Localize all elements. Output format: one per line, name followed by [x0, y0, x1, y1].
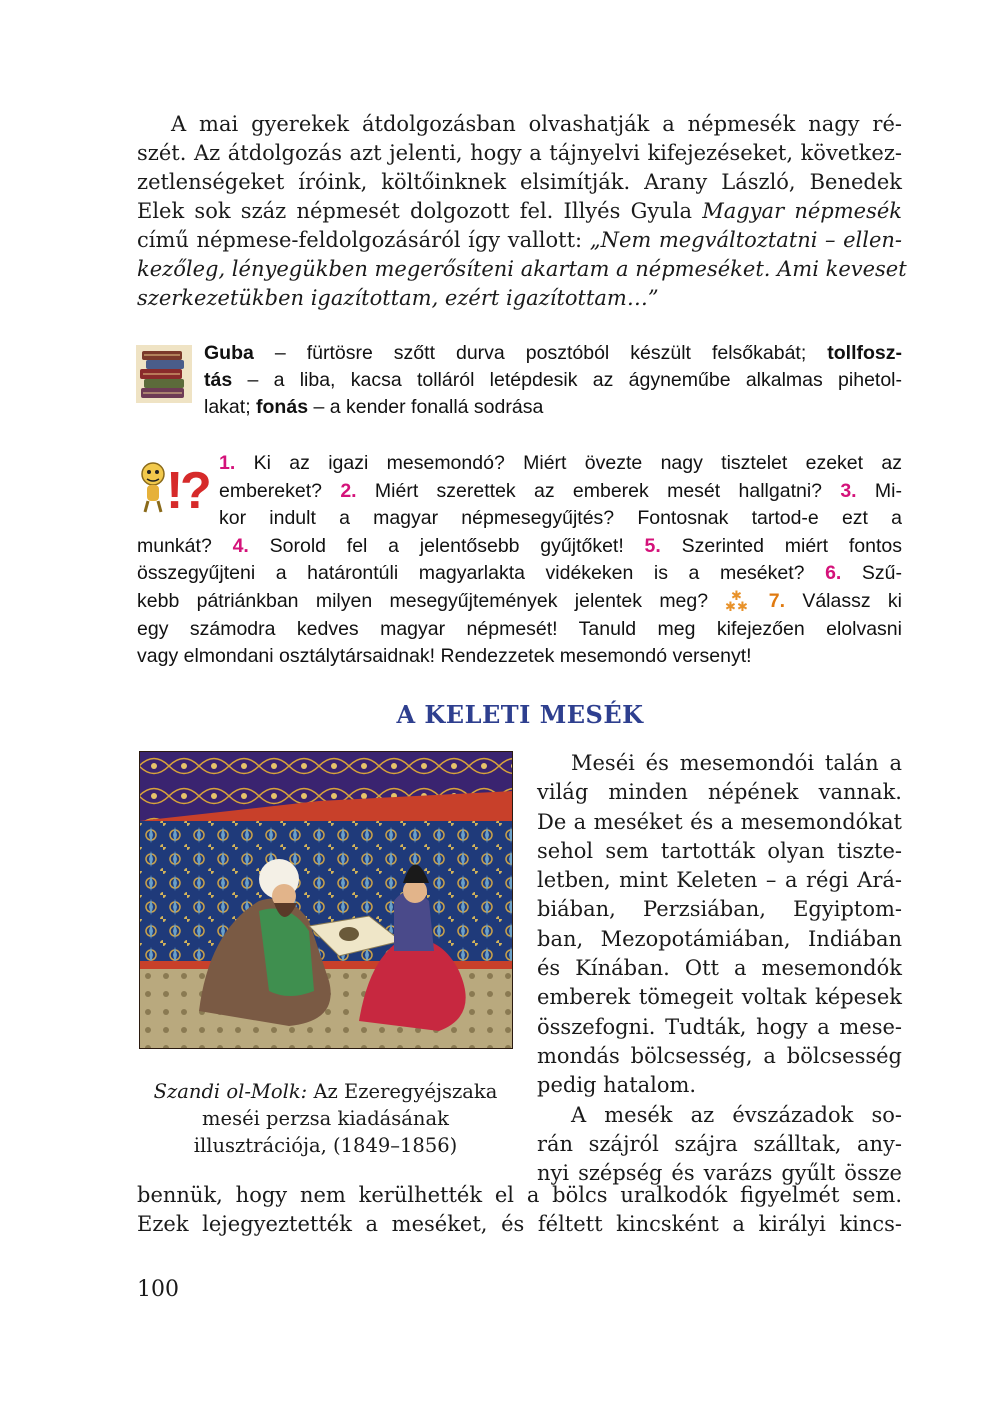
- intro-line: zetlenségeket íróink, költőinknek elsimítják. Arany László, Benedek: [137, 170, 902, 194]
- question-text: összegyűjteni a határontúli magyarlakta vidékeken is a meséket?: [137, 562, 826, 585]
- question-text: Miért szerettek az emberek mesét hallgatni?: [356, 479, 841, 502]
- intro-line-text: című népmese-feldolgozásáról így vallott:: [137, 228, 583, 252]
- body-line: bennük, hogy nem kerülhették el a bölcs uralkodók figyelmét sem.: [137, 1183, 902, 1207]
- question-line: [137, 643, 902, 671]
- body-line: emberek tömegeit voltak képesek: [537, 985, 902, 1010]
- caption-line: meséi perzsa kiadásának: [202, 1107, 449, 1130]
- quote-text: „Nem megváltoztatni – ellen-: [589, 228, 903, 252]
- persian-miniature-illustration: [139, 751, 513, 1049]
- glossary-line: [204, 367, 902, 394]
- intro-line-text: Elek sok száz népmesét dolgozott fel. Illyés Gyula: [137, 199, 692, 223]
- svg-text:!: !: [166, 462, 184, 514]
- body-text-full-width: [137, 1181, 902, 1240]
- question-line: [137, 505, 902, 533]
- question-number: 7.: [768, 589, 786, 612]
- intro-line: A mai gyerekek átdolgozásban olvashatják a népmesék nagy ré-: [171, 112, 902, 136]
- question-number: 5.: [644, 534, 661, 557]
- quote-text: szerkezetükben igazítottam, ezért igazítottam…”: [137, 286, 659, 310]
- question-text: Sorold fel a jelentősebb gyűjtőket!: [248, 534, 645, 557]
- question-text: Mi-: [856, 479, 902, 502]
- glossary-definition: – a liba, kacsa tolláról letépdesik az ágyneműbe alkalmas pihetol-: [232, 369, 902, 391]
- intro-line: [137, 284, 902, 313]
- question-line: [137, 588, 902, 616]
- question-text: kor indult a magyar népmesegyűjtés? Fontosnak tartod-e ezt a: [219, 507, 902, 530]
- body-text-right-column: [537, 749, 902, 1188]
- stars-icon: [725, 589, 751, 611]
- question-text: embereket?: [219, 479, 341, 502]
- body-line: sehol sem tartották olyan tiszte-: [537, 838, 902, 863]
- question-text: vagy elmondani osztálytársaidnak! Rendezzetek mesemondó versenyt!: [137, 645, 752, 668]
- question-number: 4.: [232, 534, 249, 557]
- caption-line: [137, 1078, 514, 1105]
- intro-line: [137, 226, 902, 255]
- svg-text:✱: ✱: [725, 599, 737, 611]
- intro-paragraph: [137, 110, 907, 313]
- question-number: 3.: [840, 479, 857, 502]
- question-text: Ki az igazi mesemondó? Miért övezte nagy tisztelet ezeket az: [235, 452, 902, 474]
- question-text: egy számodra kedves magyar népmesét! Tanuld meg kifejezően elolvasni: [137, 617, 902, 640]
- svg-text:✱: ✱: [731, 588, 743, 604]
- body-line: összefogni. Tudták, hogy a mese-: [537, 1014, 902, 1039]
- body-line: Meséi és mesemondói talán a: [571, 751, 902, 775]
- glossary-term: tás: [204, 369, 233, 391]
- page-number: 100: [137, 1277, 179, 1302]
- body-line: mondás bölcsesség, a bölcsesség: [537, 1043, 902, 1068]
- glossary-box: [204, 340, 902, 421]
- question-line: [137, 478, 902, 506]
- books-icon: [136, 345, 192, 403]
- question-number: 6.: [825, 562, 842, 585]
- intro-line: [137, 255, 907, 284]
- body-line: A mesék az évszázadok so-: [571, 1102, 902, 1127]
- body-line: letben, mint Keleten – a régi Ará-: [537, 868, 902, 893]
- body-line: biában, Perzsiában, Egyiptom-: [537, 897, 902, 922]
- question-text: Szű-: [841, 562, 903, 585]
- caption-text: Az Ezeregyéjszaka: [307, 1080, 498, 1103]
- glossary-term: fonás: [256, 396, 309, 418]
- question-number: 1.: [219, 452, 236, 474]
- question-line: [137, 533, 902, 561]
- body-line: világ minden népének vannak.: [537, 780, 902, 805]
- illustration-caption: [137, 1078, 514, 1159]
- question-text: Válassz ki: [785, 589, 903, 612]
- glossary-line: [204, 394, 902, 421]
- section-heading: A KELETI MESÉK: [396, 700, 644, 729]
- body-line: és Kínában. Ott a mesemondók: [537, 956, 902, 981]
- question-text: Szerinted miért fontos: [660, 534, 902, 557]
- question-text: kebb pátriánkban milyen mesegyűjtemények jelentek meg?: [137, 589, 726, 612]
- intro-line: szét. Az átdolgozás azt jelenti, hogy a tájnyelvi kifejezéseket, következ-: [137, 141, 902, 165]
- body-line: De a meséket és a mesemondókat: [537, 809, 902, 834]
- question-text: munkát?: [137, 534, 233, 557]
- svg-text:✱: ✱: [737, 599, 749, 611]
- body-line: rán szájról szájra szálltak, any-: [537, 1131, 902, 1156]
- quote-text: kezőleg, lényegükben megerősíteni akartam a népmeséket. Ami keveset: [137, 257, 907, 281]
- glossary-definition: lakat;: [204, 396, 257, 418]
- caption-line: illusztrációja, (1849–1856): [193, 1134, 458, 1157]
- glossary-term: Guba: [204, 342, 254, 364]
- book-title: Magyar népmesék: [702, 199, 902, 223]
- body-line: Ezek lejegyeztették a meséket, és féltett kincsként a királyi kincs-: [137, 1212, 902, 1237]
- question-line: [137, 616, 902, 644]
- svg-text:?: ?: [180, 462, 212, 514]
- intro-line: [137, 197, 902, 226]
- glossary-definition: – a kender fonallá sodrása: [308, 396, 544, 418]
- body-line: nyi szépség és varázs gyűlt össze: [537, 1161, 902, 1186]
- body-line: ban, Mezopotámiában, Indiában: [537, 926, 902, 951]
- glossary-line: [204, 340, 902, 367]
- glossary-term: tollfosz-: [827, 342, 902, 364]
- questions-box: [137, 450, 902, 671]
- body-line: pedig hatalom.: [537, 1073, 697, 1098]
- caption-author: Szandi ol-Molk:: [153, 1080, 308, 1103]
- glossary-definition: – fürtösre szőtt durva posztóból készült felsőkabát;: [253, 342, 828, 364]
- question-line: [137, 450, 902, 478]
- question-number: 2.: [340, 479, 357, 502]
- question-line: [137, 560, 902, 588]
